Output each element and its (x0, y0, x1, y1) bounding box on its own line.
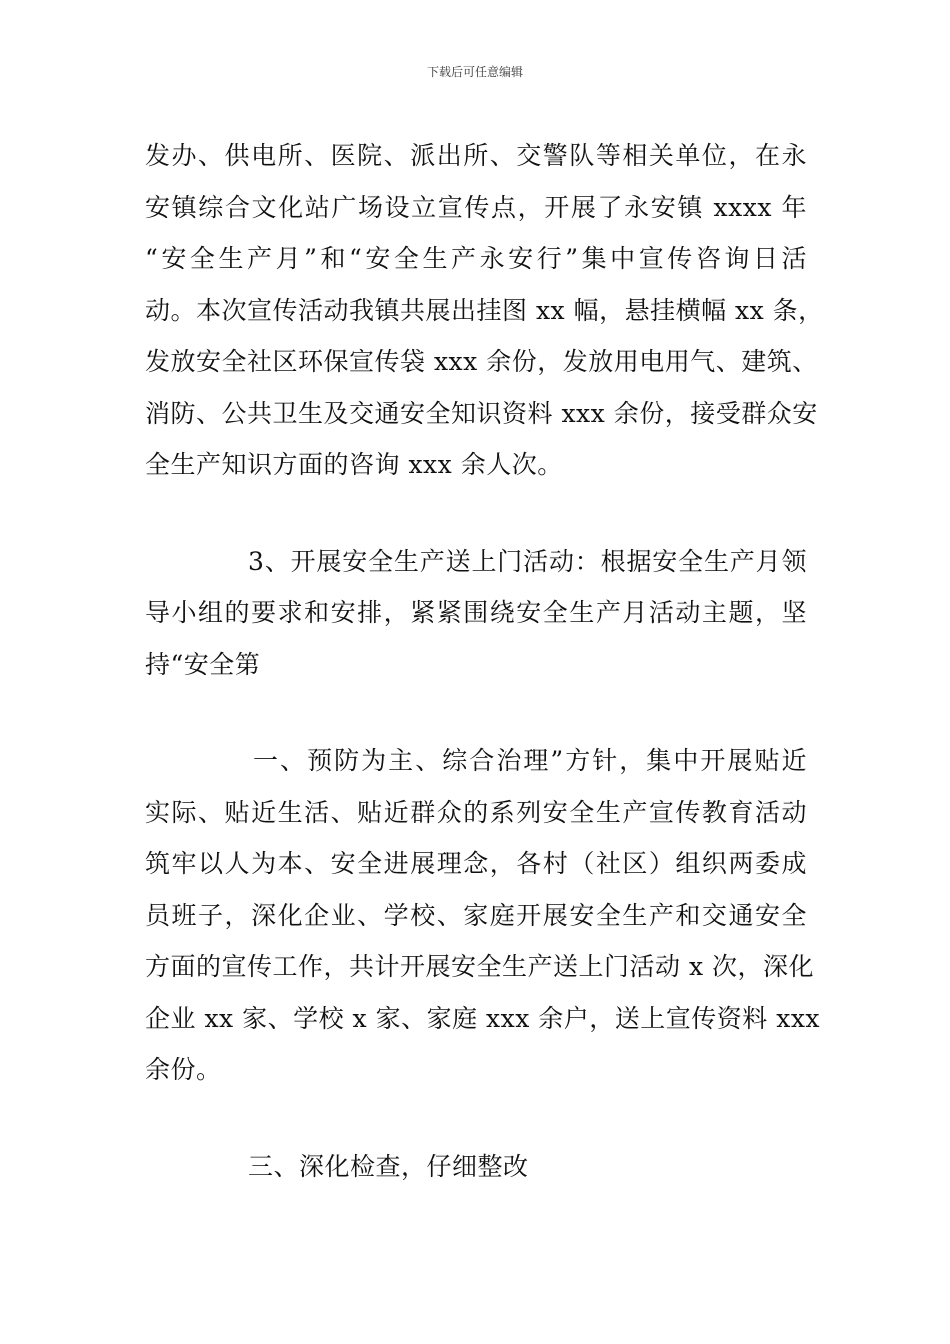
text-line: 余份。 (145, 1055, 222, 1084)
text-line: 持“安全第 (145, 649, 261, 679)
text-line: “安全生产月”和“安全生产永安行”集中宣传咨询日活 (145, 244, 807, 273)
text-line: 实际、贴近生活、贴近群众的系列安全生产宣传教育活动 (145, 797, 807, 827)
paragraph-outreach-event (145, 130, 824, 491)
text-line: 一、预防为主、综合治理”方针，集中开展贴近 (253, 746, 807, 775)
paragraph-spacer (145, 690, 807, 735)
page-header: 下载后可任意编辑 (426, 65, 523, 79)
paragraph-spacer (145, 1096, 807, 1141)
text-line: 全生产知识方面的咨询 xxx 余人次。 (145, 450, 563, 479)
text-line: 消防、公共卫生及交通安全知识资料 xxx 余份，接受群众安 (145, 398, 818, 428)
paragraph-safety-policy (145, 735, 821, 1096)
text-line: 方面的宣传工作，共计开展安全生产送上门活动 x 次，深化 (145, 952, 814, 981)
text-line: 筑牢以人为本、安全进展理念，各村（社区）组织两委成 (145, 849, 807, 878)
paragraph-spacer (145, 491, 807, 536)
text-line: 发放安全社区环保宣传袋 xxx 余份，发放用电用气、建筑、 (145, 347, 818, 376)
text-line: 企业 xx 家、学校 x 家、家庭 xxx 余户，送上宣传资料 xxx (145, 1003, 821, 1033)
document-body (145, 130, 824, 1192)
text-line: 3、开展安全生产送上门活动：根据安全生产月领 (248, 546, 807, 576)
text-line: 员班子，深化企业、学校、家庭开展安全生产和交通安全 (145, 900, 807, 930)
text-line: 动。本次宣传活动我镇共展出挂图 xx 幅，悬挂横幅 xx 条， (145, 295, 824, 325)
paragraph-door-to-door-activity (145, 536, 807, 691)
text-line: 导小组的要求和安排，紧紧围绕安全生产月活动主题，坚 (145, 598, 807, 627)
text-line: 安镇综合文化站广场设立宣传点，开展了永安镇 xxxx 年 (145, 192, 807, 222)
text-line: 发办、供电所、医院、派出所、交警队等相关单位，在永 (145, 141, 807, 170)
section-heading: 三、深化检查，仔细整改 (248, 1151, 529, 1181)
